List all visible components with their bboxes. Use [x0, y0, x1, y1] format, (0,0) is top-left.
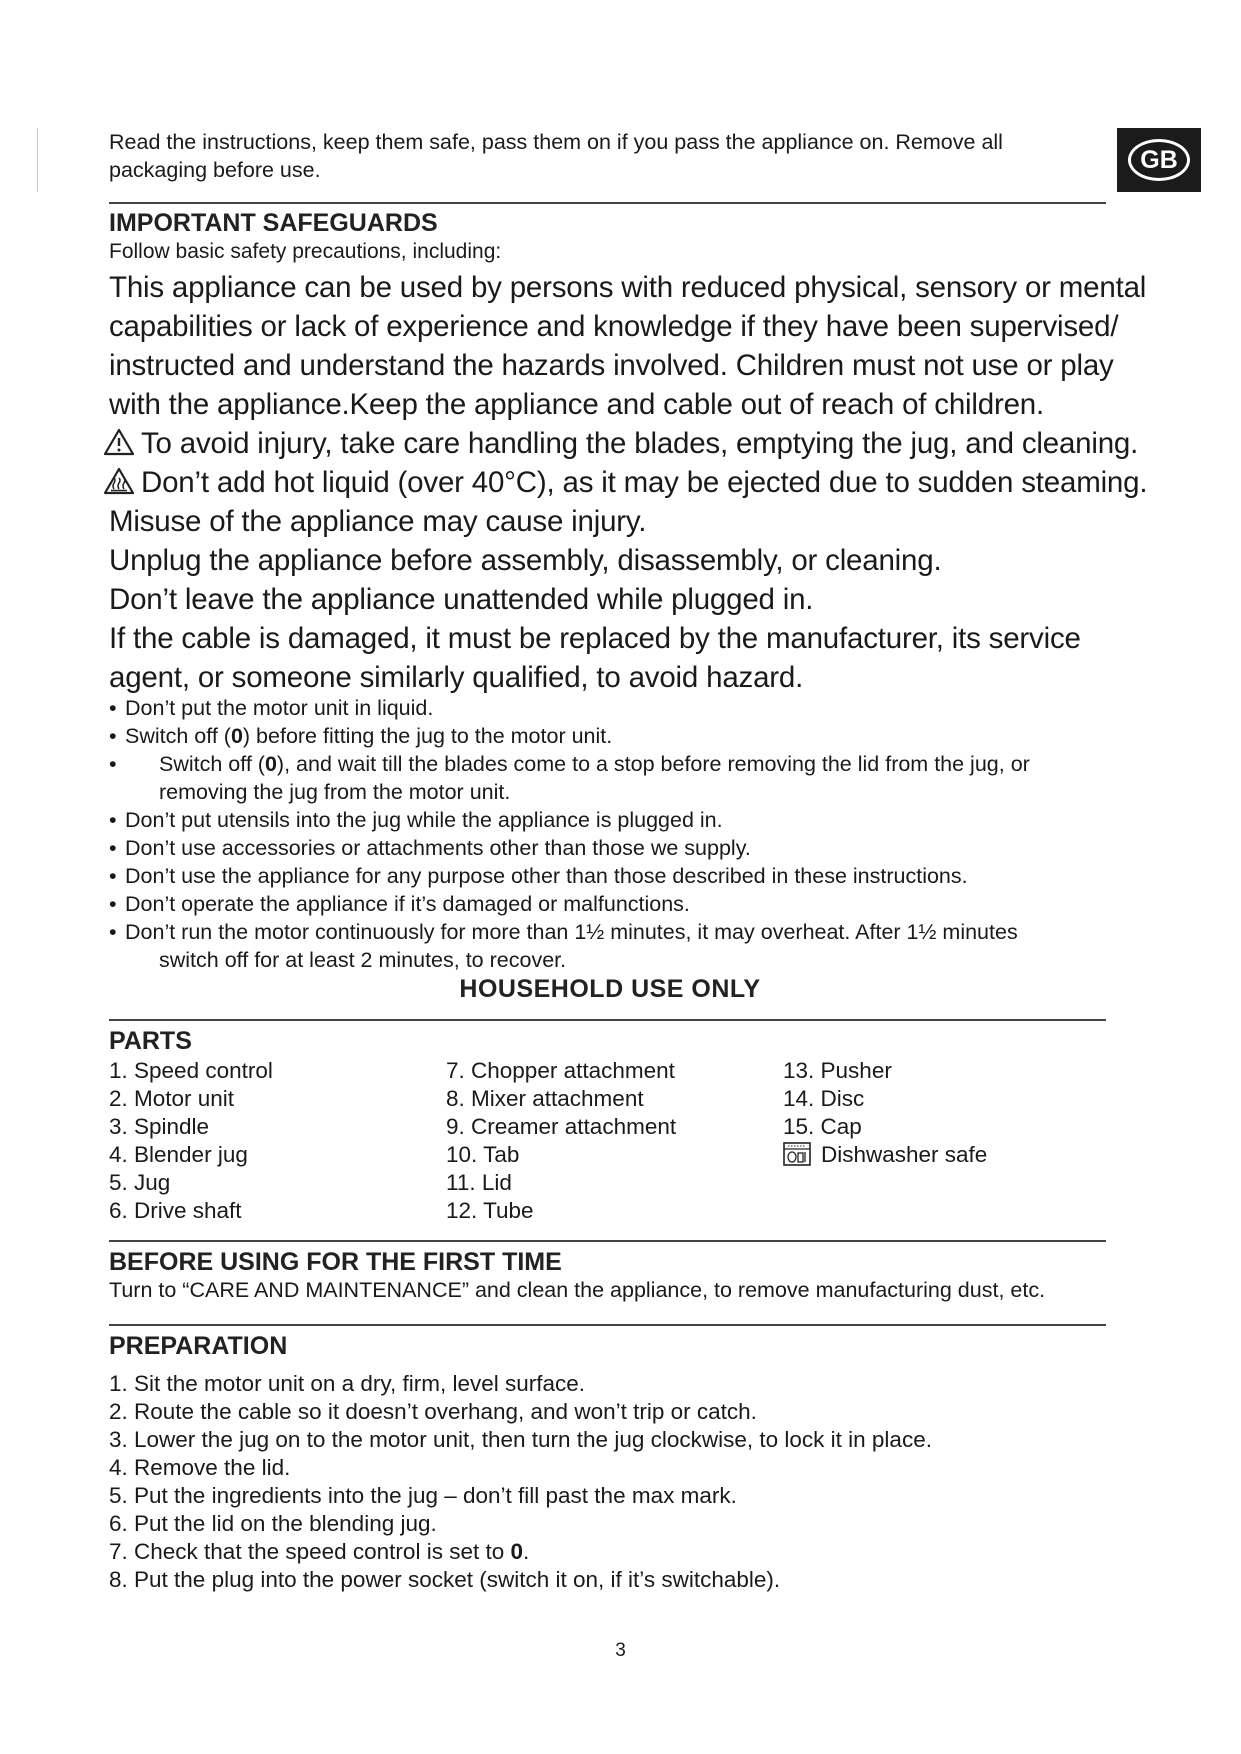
warning-triangle-icon [103, 428, 135, 456]
list-item: 8. Put the plug into the power socket (switch it on, if it’s switchable). [109, 1567, 781, 1592]
large-line: This appliance can be used by persons with reduced physical, sensory or mental [109, 271, 1147, 304]
household-use-notice: HOUSEHOLD USE ONLY [459, 975, 761, 1003]
list-item: 3. Lower the jug on to the motor unit, then turn the jug clockwise, to lock it in place. [109, 1427, 932, 1452]
section-divider [109, 202, 1106, 204]
large-line: Don’t leave the appliance unattended while plugged in. [109, 583, 814, 616]
hot-surface-warning-icon [103, 467, 135, 495]
list-item: 7. Chopper attachment [446, 1058, 675, 1083]
list-item: 4. Blender jug [109, 1142, 248, 1167]
parts-heading: PARTS [109, 1027, 192, 1055]
safety-bullet-list [109, 694, 1109, 974]
first-time-heading: BEFORE USING FOR THE FIRST TIME [109, 1248, 562, 1276]
large-line: To avoid injury, take care handling the blades, emptying the jug, and cleaning. [141, 427, 1139, 460]
list-item-text: ), and wait till the blades come to a stop before removing the lid from the jug, or [276, 752, 1030, 776]
large-line: capabilities or lack of experience and knowledge if they have been supervised/ [109, 310, 1119, 343]
list-item [109, 862, 1109, 890]
list-item [109, 1538, 932, 1566]
list-item: 11. Lid [446, 1170, 512, 1195]
list-item: 14. Disc [783, 1086, 865, 1111]
warning-line [103, 424, 1149, 463]
page-number: 3 [615, 1640, 626, 1661]
bullet-dot: • [109, 892, 117, 916]
list-item-text [125, 750, 1109, 806]
list-item-text: . [523, 1539, 530, 1564]
list-item-text: Don’t operate the appliance if it’s damaged or malfunctions. [125, 892, 690, 916]
list-item-text: Don’t run the motor continuously for more than 1½ minutes, it may overheat. After 1½ minutes [125, 920, 1018, 944]
large-line: If the cable is damaged, it must be replaced by the manufacturer, its service [109, 622, 1081, 655]
list-item [109, 694, 1109, 722]
list-item-bold: 0 [230, 724, 243, 748]
list-item-text: Don’t put utensils into the jug while the appliance is plugged in. [125, 808, 723, 832]
list-item: 1. Speed control [109, 1058, 273, 1083]
list-item: 2. Route the cable so it doesn’t overhang, and won’t trip or catch. [109, 1399, 757, 1424]
list-item-text: ) before fitting the jug to the motor unit. [242, 724, 613, 748]
large-line: Don’t add hot liquid (over 40°C), as it may be ejected due to sudden steaming. [141, 466, 1148, 499]
list-item-text: removing the jug from the motor unit. [159, 780, 511, 804]
section-divider [109, 1324, 1106, 1326]
bullet-dot: • [109, 752, 117, 776]
section-divider [109, 1240, 1106, 1242]
list-item [109, 890, 1109, 918]
dishwasher-icon [783, 1142, 811, 1166]
list-item: 6. Put the lid on the blending jug. [109, 1511, 437, 1536]
list-item [109, 918, 1109, 974]
list-item: 5. Put the ingredients into the jug – don’t fill past the max mark. [109, 1483, 737, 1508]
list-item: 3. Spindle [109, 1114, 210, 1139]
margin-mark [37, 128, 38, 192]
list-item: 6. Drive shaft [109, 1198, 242, 1223]
list-item-text: Switch off ( [125, 724, 231, 748]
large-line: with the appliance.Keep the appliance and cable out of reach of children. [109, 388, 1044, 421]
list-item [109, 722, 1109, 750]
preparation-steps [109, 1370, 932, 1594]
language-badge [1117, 128, 1201, 192]
safeguards-subheading: Follow basic safety precautions, including: [109, 240, 502, 263]
large-line: instructed and understand the hazards involved. Children must not use or play [109, 349, 1114, 382]
hot-warning-line [103, 463, 1149, 502]
list-item [109, 806, 1109, 834]
large-line: agent, or someone similarly qualified, to avoid hazard. [109, 661, 804, 694]
first-time-text: Turn to “CARE AND MAINTENANCE” and clean the appliance, to remove manufacturing dust, etc. [109, 1278, 1046, 1302]
list-item-text: Switch off ( [159, 752, 265, 776]
list-item: 1. Sit the motor unit on a dry, firm, level surface. [109, 1371, 586, 1396]
bullet-dot: • [109, 808, 117, 832]
list-item: 10. Tab [446, 1142, 520, 1167]
list-item-bold: 0 [264, 752, 277, 776]
large-line: Misuse of the appliance may cause injury. [109, 505, 647, 538]
list-item: 13. Pusher [783, 1058, 892, 1083]
safeguards-large-text [109, 268, 1149, 697]
language-badge-label: GB [1128, 139, 1190, 181]
list-item-text: Don’t use the appliance for any purpose other than those described in these instructions. [125, 864, 968, 888]
parts-column-1 [109, 1057, 273, 1225]
dishwasher-safe-label: Dishwasher safe [821, 1142, 988, 1167]
list-item: 5. Jug [109, 1170, 171, 1195]
intro-text: Read the instructions, keep them safe, pass them on if you pass the appliance on. Remove all packaging before use. [109, 130, 1003, 182]
large-line: Unplug the appliance before assembly, disassembly, or cleaning. [109, 544, 942, 577]
parts-column-3 [783, 1057, 987, 1169]
list-item: 2. Motor unit [109, 1086, 235, 1111]
bullet-dot: • [109, 724, 117, 748]
list-item: 4. Remove the lid. [109, 1455, 291, 1480]
dishwasher-safe-note [783, 1141, 987, 1169]
list-item: 8. Mixer attachment [446, 1086, 644, 1111]
list-item-text: Don’t put the motor unit in liquid. [125, 696, 434, 720]
bullet-dot: • [109, 920, 117, 944]
list-item-bold: 0 [510, 1539, 523, 1564]
preparation-heading: PREPARATION [109, 1332, 288, 1360]
safeguards-heading: IMPORTANT SAFEGUARDS [109, 209, 438, 237]
bullet-dot: • [109, 836, 117, 860]
list-item-text: 7. Check that the speed control is set to [109, 1539, 511, 1564]
list-item-text: switch off for at least 2 minutes, to recover. [159, 948, 567, 972]
list-item: 15. Cap [783, 1114, 862, 1139]
bullet-dot: • [109, 864, 117, 888]
list-item [109, 750, 1109, 806]
list-item: 12. Tube [446, 1198, 534, 1223]
section-divider [109, 1019, 1106, 1021]
parts-column-2 [446, 1057, 676, 1225]
list-item [109, 834, 1109, 862]
bullet-dot: • [109, 696, 117, 720]
list-item: 9. Creamer attachment [446, 1114, 677, 1139]
list-item-text: Don’t use accessories or attachments other than those we supply. [125, 836, 751, 860]
